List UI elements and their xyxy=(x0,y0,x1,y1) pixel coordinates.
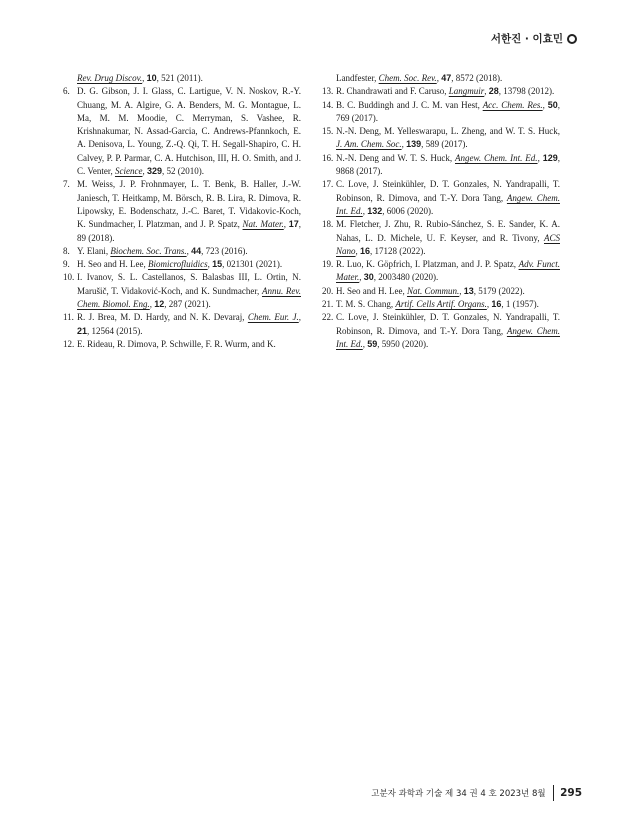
reference-item xyxy=(322,285,560,298)
journal-name: Science xyxy=(114,166,143,177)
reference-text: E. Rideau, R. Dimova, P. Schwille, F. R. Wurm, and K. xyxy=(77,338,276,349)
reference-text: , xyxy=(362,205,368,216)
page-footer xyxy=(371,785,582,801)
reference-number: 8. xyxy=(63,245,70,256)
reference-number: 19. xyxy=(322,259,334,270)
reference-text: H. Seo and H. Lee, xyxy=(336,285,407,296)
reference-text: , 769 (2017). xyxy=(336,99,560,123)
reference-number: 18. xyxy=(322,219,334,230)
reference-number: 20. xyxy=(322,285,334,296)
volume-number: 50 xyxy=(547,99,558,110)
footer-journal: 고분자 과학과 기술 제 34 권 4 호 2023년 8월 xyxy=(371,789,546,799)
reference-text: , 521 (2011). xyxy=(156,73,203,83)
volume-number: 16 xyxy=(360,245,371,256)
reference-body xyxy=(336,311,560,351)
reference-body xyxy=(77,311,301,338)
reference-number: 12. xyxy=(63,338,75,349)
reference-text: M. Fletcher, J. Zhu, R. Rubio-Sánchez, S. E. Sander, K. A. Nahas, L. D. Michele, U. F. Keyser, and R. Tivony, xyxy=(336,219,560,243)
reference-item xyxy=(322,152,560,179)
reference-item xyxy=(63,178,301,244)
reference-number: 21. xyxy=(322,299,334,310)
journal-name: Artif. Cells Artif. Organs. xyxy=(395,299,487,310)
reference-number: 10. xyxy=(63,272,75,283)
reference-number: 17. xyxy=(322,179,334,190)
reference-body xyxy=(336,99,560,126)
header-authors: 서한진 · 이효민 xyxy=(490,33,563,45)
reference-item xyxy=(322,311,560,351)
reference-text: , xyxy=(186,245,192,256)
footer-divider xyxy=(553,785,555,801)
journal-name: ACS Nano xyxy=(336,232,560,256)
volume-number: 30 xyxy=(363,272,374,283)
reference-text: H. Seo and H. Lee, xyxy=(77,259,148,270)
reference-number: 6. xyxy=(63,86,70,97)
reference-item xyxy=(63,245,301,258)
journal-name: Rev. Drug Discov. xyxy=(77,73,143,83)
volume-number: 47 xyxy=(441,73,452,83)
reference-text: , 52 (2010). xyxy=(161,166,204,177)
journal-name: Biomicrofluidics xyxy=(147,259,208,270)
volume-number: 13 xyxy=(463,285,474,296)
reference-body xyxy=(336,85,560,98)
reference-text: , 2003480 (2020). xyxy=(373,272,439,283)
reference-item xyxy=(322,218,560,258)
reference-number: 7. xyxy=(63,179,70,190)
reference-text: C. Love, J. Steinkühler, D. T. Gonzales, N. Yandrapalli, T. Robinson, R. Dimova, and T.-Y. Dora Tang, xyxy=(336,312,560,336)
reference-text: Landfester, xyxy=(336,73,379,83)
reference-number: 15. xyxy=(322,126,334,137)
reference-text: T. M. S. Chang, xyxy=(336,299,396,310)
reference-text: D. G. Gibson, J. I. Glass, C. Lartigue, V. N. Noskov, R.-Y. Chuang, M. A. Algire, G. A. Benders, M. G. Montague, L. Ma, M. M. Moodie, C. Merryman, S. Vashee, R. Krishnakumar, N. Assad-Garcia, C. Andrews-Pfannkoch, E. A. Denisova, L. Young, Z.-Q. Qi, T. H. Segall-Shapiro, C. H. Calvey, P. P. Parmar, C. A. Hutchison, III, H. O. Smith, and J. C. Venter, xyxy=(77,86,301,177)
reference-body xyxy=(77,338,301,351)
reference-text: , xyxy=(283,219,289,230)
reference-text: , 021301 (2021). xyxy=(222,259,283,270)
reference-item xyxy=(63,72,301,85)
reference-body xyxy=(77,258,301,271)
reference-text: , xyxy=(542,99,548,110)
journal-name: Angew. Chem. Int. Ed. xyxy=(336,192,560,216)
reference-text: , xyxy=(142,73,147,83)
reference-body xyxy=(77,85,301,178)
reference-item xyxy=(322,125,560,152)
journal-name: Nat. Commun. xyxy=(406,285,460,296)
reference-number: 9. xyxy=(63,259,70,270)
volume-number: 28 xyxy=(488,86,499,97)
reference-item xyxy=(63,271,301,311)
reference-item xyxy=(322,99,560,126)
reference-body xyxy=(336,218,560,258)
reference-body xyxy=(77,178,301,244)
reference-text: , xyxy=(459,285,464,296)
volume-number: 10 xyxy=(146,73,157,83)
reference-item xyxy=(322,72,560,85)
journal-name: Angew. Chem. Int. Ed. xyxy=(336,325,560,349)
reference-text: R. Luo, K. Göpfrich, I. Platzman, and J. P. Spatz, xyxy=(336,259,519,270)
reference-text: , 589 (2017). xyxy=(421,139,468,150)
reference-text: , 12564 (2015). xyxy=(87,325,143,336)
reference-number: 22. xyxy=(322,312,334,323)
volume-number: 17 xyxy=(288,219,299,230)
reference-body xyxy=(336,178,560,218)
journal-name: Langmuir xyxy=(448,86,485,97)
volume-number: 44 xyxy=(191,245,202,256)
journal-name: Biochem. Soc. Trans. xyxy=(110,245,187,256)
reference-text: , 17128 (2022). xyxy=(370,245,426,256)
reference-item xyxy=(322,258,560,285)
reference-text: , xyxy=(355,245,361,256)
reference-number: 14. xyxy=(322,99,334,110)
reference-text: , xyxy=(484,86,489,97)
reference-text: Y. Elani, xyxy=(77,245,111,256)
reference-text: N.-N. Deng, M. Yelleswarapu, L. Zheng, and W. T. S. Huck, xyxy=(336,126,560,137)
reference-text: R. J. Brea, M. D. Hardy, and N. K. Devaraj, xyxy=(77,312,248,323)
reference-text: , xyxy=(486,299,492,310)
reference-text: N.-N. Deng and W. T. S. Huck, xyxy=(336,152,456,163)
reference-item xyxy=(63,85,301,178)
reference-item xyxy=(63,311,301,338)
volume-number: 12 xyxy=(154,299,165,310)
reference-text: R. Chandrawati and F. Caruso, xyxy=(336,86,449,97)
reference-body xyxy=(77,271,301,311)
reference-text: , 8572 (2018). xyxy=(451,73,503,83)
reference-text: , xyxy=(436,73,442,83)
reference-text: , xyxy=(359,272,364,283)
page-number: 295 xyxy=(560,787,582,799)
references-right-column xyxy=(322,72,560,351)
volume-number: 15 xyxy=(212,259,223,270)
reference-text: , 13798 (2012). xyxy=(498,86,555,97)
reference-text: , xyxy=(537,152,543,163)
reference-text: , 89 (2018). xyxy=(77,219,301,243)
volume-number: 59 xyxy=(367,338,378,349)
reference-text: B. C. Buddingh and J. C. M. van Hest, xyxy=(336,99,483,110)
reference-body xyxy=(336,258,560,285)
reference-text: , 5179 (2022). xyxy=(473,285,525,296)
journal-name: Acc. Chem. Res. xyxy=(482,99,543,110)
reference-item xyxy=(322,178,560,218)
journal-name: Chem. Eur. J. xyxy=(247,312,299,323)
reference-text: , 1 (1957). xyxy=(501,299,539,310)
reference-number: 13. xyxy=(322,86,334,97)
journal-name: Angew. Chem. Int. Ed. xyxy=(455,152,538,163)
reference-text: , xyxy=(298,312,301,323)
reference-item xyxy=(322,298,560,311)
reference-text: , 6006 (2020). xyxy=(382,205,434,216)
reference-body xyxy=(336,298,560,311)
reference-number: 11. xyxy=(63,312,74,323)
volume-number: 139 xyxy=(406,139,422,150)
reference-text: I. Ivanov, S. L. Castellanos, S. Balasbas III, L. Ortin, N. Marušič, T. Vidaković-Koch, and K. Sundmacher, xyxy=(77,272,301,296)
journal-name: Annu. Rev. Chem. Biomol. Eng. xyxy=(77,285,301,310)
reference-body xyxy=(336,125,560,152)
reference-text: , 9868 (2017). xyxy=(336,152,560,177)
journal-name: Chem. Soc. Rev. xyxy=(378,73,437,83)
reference-text: , 723 (2016). xyxy=(201,245,248,256)
reference-item xyxy=(322,85,560,98)
circle-icon xyxy=(567,34,577,44)
volume-number: 129 xyxy=(542,152,558,163)
reference-number: 16. xyxy=(322,152,334,163)
reference-body xyxy=(336,285,560,298)
reference-text: , 287 (2021). xyxy=(164,299,211,310)
volume-number: 132 xyxy=(367,205,383,216)
reference-text: , xyxy=(142,166,147,177)
reference-text: M. Weiss, J. P. Frohnmayer, L. T. Benk, B. Haller, J.-W. Janiesch, T. Heitkamp, M. Börsch, R. B. Lira, R. Dimova, R. Lipowsky, E. Bodenschatz, J.-C. Baret, T. Vidakovic-Koch, K. Sundmacher, I. Platzman, and J. P. Spatz, xyxy=(77,179,301,230)
volume-number: 329 xyxy=(146,166,162,177)
reference-text: , xyxy=(149,299,155,310)
reference-text: , xyxy=(401,139,407,150)
running-header xyxy=(491,31,577,46)
reference-body xyxy=(336,152,560,179)
reference-text: , xyxy=(362,338,368,349)
journal-name: Nat. Mater. xyxy=(242,219,284,230)
volume-number: 16 xyxy=(491,299,502,310)
journal-name: J. Am. Chem. Soc. xyxy=(336,139,402,150)
volume-number: 21 xyxy=(77,325,88,336)
reference-text: , xyxy=(207,259,213,270)
reference-body xyxy=(77,245,301,258)
references-left-column xyxy=(63,72,301,351)
reference-text: C. Love, J. Steinkühler, D. T. Gonzales, N. Yandrapalli, T. Robinson, R. Dimova, and T.-Y. Dora Tang, xyxy=(336,179,560,203)
reference-text: , 5950 (2020). xyxy=(377,338,429,349)
journal-name: Adv. Funct. Mater. xyxy=(336,259,560,283)
reference-item xyxy=(63,338,301,351)
reference-item xyxy=(63,258,301,271)
